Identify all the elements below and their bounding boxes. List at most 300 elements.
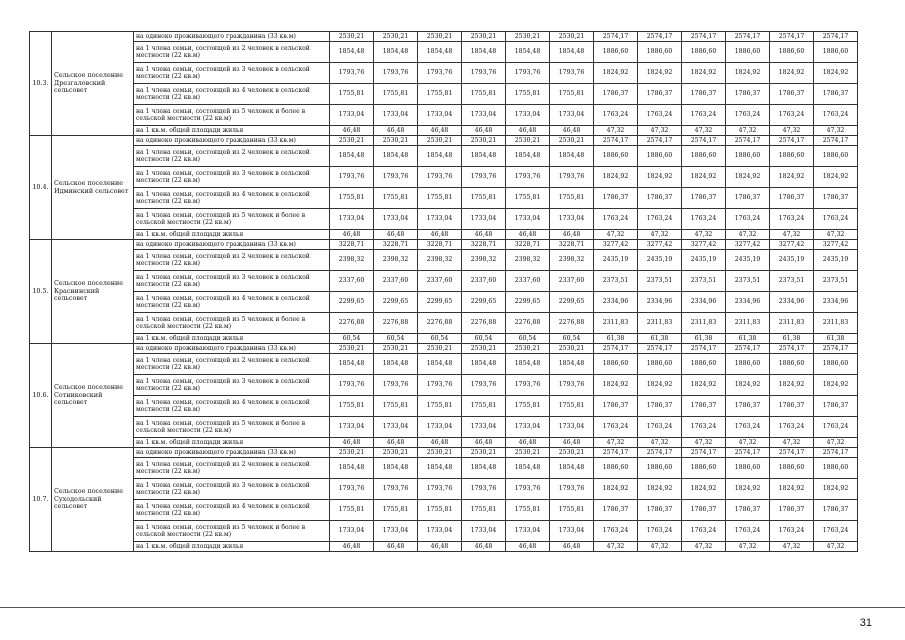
value-cell: 2276,88 [418,313,462,334]
value-cell: 1793,76 [374,63,418,84]
value-cell: 1824,92 [682,63,726,84]
value-cell: 1824,92 [814,479,858,500]
value-cell: 1886,60 [594,458,638,479]
value-cell: 46,48 [550,542,594,552]
value-cell: 46,48 [462,126,506,136]
value-cell: 2574,17 [814,344,858,354]
value-cell: 3277,42 [814,240,858,250]
value-cell: 2311,83 [594,313,638,334]
row-description: на 1 члена семьи, состоящей из 3 человек в сельской местности (22 кв.м) [134,271,330,292]
value-cell: 1824,92 [638,375,682,396]
value-cell: 2435,19 [594,250,638,271]
value-cell: 1755,81 [506,396,550,417]
value-cell: 2574,17 [594,448,638,458]
row-description: на 1 члена семьи, состоящей из 4 человек в сельской местности (22 кв.м) [134,500,330,521]
value-cell: 1755,81 [330,500,374,521]
row-description: на 1 члена семьи, состоящей из 5 человек и более в сельской местности (22 кв.м) [134,417,330,438]
value-cell: 47,32 [682,438,726,448]
value-cell: 1733,04 [374,209,418,230]
value-cell: 1786,37 [726,500,770,521]
value-cell: 46,48 [374,126,418,136]
value-cell: 2530,21 [506,448,550,458]
value-cell: 1854,48 [550,146,594,167]
value-cell: 1854,48 [418,42,462,63]
value-cell: 1793,76 [374,167,418,188]
value-cell: 1886,60 [814,42,858,63]
value-cell: 2574,17 [594,344,638,354]
value-cell: 1763,24 [814,209,858,230]
value-cell: 47,32 [638,438,682,448]
value-cell: 46,48 [418,438,462,448]
value-cell: 1755,81 [550,84,594,105]
value-cell: 46,48 [418,230,462,240]
table-row [30,32,858,42]
value-cell: 46,48 [462,542,506,552]
value-cell: 47,32 [814,230,858,240]
value-cell: 2398,32 [418,250,462,271]
value-cell: 2530,21 [330,136,374,146]
value-cell: 2574,17 [682,448,726,458]
value-cell: 1854,48 [374,458,418,479]
row-description: на 1 члена семьи, состоящей из 2 человек в сельской местности (22 кв.м) [134,354,330,375]
value-cell: 3277,42 [594,240,638,250]
value-cell: 1733,04 [550,417,594,438]
value-cell: 1755,81 [550,500,594,521]
value-cell: 1793,76 [374,375,418,396]
value-cell: 1733,04 [506,105,550,126]
value-cell: 2334,96 [682,292,726,313]
table-row [30,448,858,458]
value-cell: 1793,76 [330,375,374,396]
value-cell: 1824,92 [770,63,814,84]
value-cell: 2574,17 [594,32,638,42]
value-cell: 46,48 [330,230,374,240]
value-cell: 2398,32 [506,250,550,271]
value-cell: 1786,37 [770,500,814,521]
value-cell: 2530,21 [506,344,550,354]
value-cell: 3228,71 [550,240,594,250]
value-cell: 1886,60 [638,146,682,167]
value-cell: 1886,60 [682,354,726,375]
row-description: на одиноко проживающего гражданина (33 кв.м) [134,136,330,146]
value-cell: 1886,60 [726,146,770,167]
value-cell: 1755,81 [330,84,374,105]
value-cell: 1886,60 [814,458,858,479]
row-description: на 1 члена семьи, состоящей из 2 человек в сельской местности (22 кв.м) [134,146,330,167]
value-cell: 47,32 [638,126,682,136]
value-cell: 47,32 [682,230,726,240]
value-cell: 1755,81 [330,188,374,209]
value-cell: 1733,04 [330,105,374,126]
value-cell: 46,48 [418,126,462,136]
value-cell: 1886,60 [770,42,814,63]
row-description: на 1 члена семьи, состоящей из 5 человек и более в сельской местности (22 кв.м) [134,521,330,542]
value-cell: 1755,81 [506,500,550,521]
value-cell: 2530,21 [462,136,506,146]
tariff-table [29,31,858,552]
value-cell: 1886,60 [726,42,770,63]
value-cell: 2530,21 [462,32,506,42]
value-cell: 1854,48 [550,458,594,479]
value-cell: 1733,04 [506,209,550,230]
value-cell: 2334,96 [594,292,638,313]
table-row [30,354,858,375]
value-cell: 2337,60 [506,271,550,292]
table-row [30,500,858,521]
value-cell: 1854,48 [330,354,374,375]
value-cell: 2311,83 [726,313,770,334]
value-cell: 47,32 [726,438,770,448]
value-cell: 3277,42 [682,240,726,250]
value-cell: 1763,24 [726,521,770,542]
table-row [30,292,858,313]
value-cell: 1755,81 [462,84,506,105]
value-cell: 2574,17 [770,448,814,458]
value-cell: 1854,48 [462,354,506,375]
value-cell: 46,48 [374,438,418,448]
table-row [30,438,858,448]
row-description: на 1 члена семьи, состоящей из 5 человек и более в сельской местности (22 кв.м) [134,209,330,230]
value-cell: 46,48 [550,126,594,136]
value-cell: 1733,04 [330,521,374,542]
value-cell: 1886,60 [770,146,814,167]
value-cell: 1886,60 [594,146,638,167]
row-description: на 1 члена семьи, состоящей из 4 человек в сельской местности (22 кв.м) [134,188,330,209]
value-cell: 1793,76 [506,63,550,84]
value-cell: 1763,24 [594,521,638,542]
value-cell: 2334,96 [726,292,770,313]
value-cell: 1786,37 [682,396,726,417]
table-row [30,63,858,84]
value-cell: 1793,76 [330,63,374,84]
value-cell: 1755,81 [418,84,462,105]
value-cell: 1755,81 [374,396,418,417]
value-cell: 2334,96 [638,292,682,313]
value-cell: 3277,42 [638,240,682,250]
value-cell: 2530,21 [506,136,550,146]
value-cell: 1733,04 [462,105,506,126]
value-cell: 1824,92 [638,63,682,84]
value-cell: 60,54 [506,334,550,344]
row-description: на 1 кв.м. общей площади жилья [134,542,330,552]
value-cell: 1793,76 [550,63,594,84]
value-cell: 47,32 [726,126,770,136]
value-cell: 2299,65 [374,292,418,313]
value-cell: 1763,24 [682,521,726,542]
value-cell: 1824,92 [770,375,814,396]
value-cell: 2574,17 [726,136,770,146]
value-cell: 3228,71 [506,240,550,250]
value-cell: 1854,48 [550,42,594,63]
value-cell: 47,32 [638,230,682,240]
value-cell: 46,48 [506,438,550,448]
value-cell: 2530,21 [418,136,462,146]
value-cell: 1793,76 [418,375,462,396]
value-cell: 2574,17 [682,32,726,42]
value-cell: 2574,17 [638,344,682,354]
value-cell: 2530,21 [374,32,418,42]
table-row [30,334,858,344]
value-cell: 2574,17 [682,136,726,146]
row-description: на 1 члена семьи, состоящей из 4 человек в сельской местности (22 кв.м) [134,292,330,313]
value-cell: 1793,76 [462,167,506,188]
value-cell: 1786,37 [814,84,858,105]
value-cell: 1824,92 [770,479,814,500]
value-cell: 1763,24 [726,105,770,126]
value-cell: 1786,37 [726,188,770,209]
value-cell: 1733,04 [550,209,594,230]
table-row [30,167,858,188]
value-cell: 1763,24 [682,209,726,230]
table-row [30,250,858,271]
value-cell: 2530,21 [550,344,594,354]
value-cell: 1763,24 [594,105,638,126]
value-cell: 2435,19 [814,250,858,271]
row-description: на 1 кв.м. общей площади жилья [134,230,330,240]
value-cell: 1755,81 [506,188,550,209]
value-cell: 1824,92 [682,375,726,396]
value-cell: 2276,88 [506,313,550,334]
value-cell: 46,48 [506,542,550,552]
value-cell: 2530,21 [550,136,594,146]
value-cell: 1824,92 [594,479,638,500]
value-cell: 2334,96 [814,292,858,313]
value-cell: 1793,76 [418,479,462,500]
table-row [30,417,858,438]
value-cell: 2337,60 [418,271,462,292]
value-cell: 1886,60 [638,42,682,63]
value-cell: 1786,37 [814,500,858,521]
value-cell: 46,48 [374,230,418,240]
value-cell: 1786,37 [638,396,682,417]
table-row [30,240,858,250]
value-cell: 1886,60 [814,354,858,375]
value-cell: 46,48 [462,438,506,448]
value-cell: 2574,17 [770,32,814,42]
value-cell: 2276,88 [462,313,506,334]
value-cell: 46,48 [506,230,550,240]
value-cell: 3228,71 [462,240,506,250]
value-cell: 1755,81 [550,188,594,209]
value-cell: 1755,81 [462,396,506,417]
value-cell: 47,32 [814,126,858,136]
value-cell: 1824,92 [726,375,770,396]
value-cell: 1793,76 [462,63,506,84]
value-cell: 2373,51 [726,271,770,292]
value-cell: 2574,17 [770,344,814,354]
table-row [30,542,858,552]
value-cell: 46,48 [550,230,594,240]
value-cell: 1824,92 [682,479,726,500]
value-cell: 46,48 [330,438,374,448]
value-cell: 2530,21 [330,32,374,42]
value-cell: 1854,48 [462,458,506,479]
value-cell: 1755,81 [330,396,374,417]
footer-divider [0,607,905,608]
value-cell: 1793,76 [550,167,594,188]
value-cell: 1824,92 [814,63,858,84]
value-cell: 1763,24 [770,417,814,438]
value-cell: 1763,24 [726,209,770,230]
row-description: на одиноко проживающего гражданина (33 кв.м) [134,32,330,42]
value-cell: 1854,48 [418,354,462,375]
value-cell: 2530,21 [418,32,462,42]
value-cell: 2337,60 [462,271,506,292]
value-cell: 2574,17 [814,32,858,42]
settlement-name: Сельское поселение Краснинский сельсовет [52,240,134,344]
value-cell: 1786,37 [770,396,814,417]
settlement-name: Сельское поселение Сотниковский сельсовет [52,344,134,448]
table-row [30,479,858,500]
value-cell: 1886,60 [682,146,726,167]
value-cell: 1854,48 [462,146,506,167]
value-cell: 2311,83 [638,313,682,334]
value-cell: 2311,83 [682,313,726,334]
value-cell: 2574,17 [726,32,770,42]
value-cell: 1793,76 [330,479,374,500]
value-cell: 47,32 [726,542,770,552]
value-cell: 1755,81 [374,500,418,521]
value-cell: 1733,04 [330,209,374,230]
value-cell: 1793,76 [462,375,506,396]
value-cell: 1733,04 [506,417,550,438]
value-cell: 1755,81 [374,188,418,209]
value-cell: 1763,24 [814,417,858,438]
value-cell: 61,38 [682,334,726,344]
value-cell: 2299,65 [462,292,506,313]
table-row [30,344,858,354]
row-description: на 1 члена семьи, состоящей из 4 человек в сельской местности (22 кв.м) [134,84,330,105]
value-cell: 1786,37 [814,188,858,209]
value-cell: 61,38 [594,334,638,344]
value-cell: 2276,88 [374,313,418,334]
value-cell: 1763,24 [638,417,682,438]
value-cell: 1733,04 [462,521,506,542]
table-row [30,209,858,230]
value-cell: 47,32 [814,542,858,552]
table-row [30,84,858,105]
value-cell: 47,32 [814,438,858,448]
row-description: на 1 кв.м. общей площади жилья [134,438,330,448]
value-cell: 61,38 [638,334,682,344]
value-cell: 3228,71 [374,240,418,250]
value-cell: 2311,83 [770,313,814,334]
value-cell: 46,48 [374,542,418,552]
value-cell: 1733,04 [374,521,418,542]
value-cell: 2574,17 [638,32,682,42]
settlement-name: Сельское поселение Суходольский сельсовет [52,448,134,552]
value-cell: 1854,48 [374,42,418,63]
value-cell: 1886,60 [594,42,638,63]
table-body [30,32,858,552]
value-cell: 61,38 [770,334,814,344]
value-cell: 1824,92 [726,479,770,500]
value-cell: 1793,76 [506,167,550,188]
table-row [30,375,858,396]
value-cell: 1886,60 [682,42,726,63]
value-cell: 2299,65 [330,292,374,313]
value-cell: 1733,04 [418,105,462,126]
value-cell: 47,32 [770,542,814,552]
value-cell: 2299,65 [506,292,550,313]
value-cell: 1755,81 [506,84,550,105]
row-description: на одиноко проживающего гражданина (33 кв.м) [134,448,330,458]
table-row [30,396,858,417]
row-description: на 1 члена семьи, состоящей из 3 человек в сельской местности (22 кв.м) [134,479,330,500]
value-cell: 2373,51 [638,271,682,292]
value-cell: 47,32 [594,230,638,240]
value-cell: 1793,76 [550,375,594,396]
table-row [30,105,858,126]
value-cell: 47,32 [594,542,638,552]
value-cell: 2398,32 [330,250,374,271]
row-description: на 1 члена семьи, состоящей из 3 человек в сельской местности (22 кв.м) [134,167,330,188]
value-cell: 2530,21 [550,448,594,458]
value-cell: 1786,37 [726,84,770,105]
value-cell: 1793,76 [550,479,594,500]
value-cell: 60,54 [330,334,374,344]
value-cell: 3228,71 [418,240,462,250]
row-description: на 1 члена семьи, состоящей из 3 человек в сельской местности (22 кв.м) [134,63,330,84]
value-cell: 1733,04 [418,417,462,438]
row-description: на 1 члена семьи, состоящей из 5 человек и более в сельской местности (22 кв.м) [134,105,330,126]
value-cell: 2398,32 [374,250,418,271]
table-row [30,188,858,209]
value-cell: 1763,24 [814,521,858,542]
value-cell: 1886,60 [682,458,726,479]
value-cell: 1755,81 [418,500,462,521]
value-cell: 1763,24 [726,417,770,438]
value-cell: 1824,92 [814,375,858,396]
value-cell: 2530,21 [330,448,374,458]
value-cell: 2530,21 [462,344,506,354]
value-cell: 1786,37 [594,500,638,521]
value-cell: 2574,17 [726,448,770,458]
value-cell: 1854,48 [374,146,418,167]
value-cell: 1854,48 [330,42,374,63]
value-cell: 1886,60 [594,354,638,375]
table-row [30,271,858,292]
value-cell: 1793,76 [506,375,550,396]
value-cell: 1763,24 [594,209,638,230]
value-cell: 1733,04 [418,209,462,230]
value-cell: 1733,04 [462,209,506,230]
value-cell: 1763,24 [638,521,682,542]
value-cell: 1733,04 [418,521,462,542]
table-row [30,313,858,334]
value-cell: 1886,60 [770,354,814,375]
value-cell: 1755,81 [374,84,418,105]
group-index: 10.4. [30,136,52,240]
table-row [30,230,858,240]
value-cell: 46,48 [462,230,506,240]
value-cell: 2311,83 [814,313,858,334]
value-cell: 1854,48 [506,354,550,375]
value-cell: 1763,24 [594,417,638,438]
value-cell: 1733,04 [462,417,506,438]
value-cell: 1854,48 [506,458,550,479]
value-cell: 1763,24 [638,105,682,126]
row-description: на 1 члена семьи, состоящей из 4 человек в сельской местности (22 кв.м) [134,396,330,417]
value-cell: 2299,65 [418,292,462,313]
value-cell: 47,32 [682,126,726,136]
value-cell: 47,32 [770,126,814,136]
group-index: 10.3. [30,32,52,136]
value-cell: 46,48 [330,542,374,552]
value-cell: 2398,32 [462,250,506,271]
value-cell: 1763,24 [770,521,814,542]
value-cell: 46,48 [418,542,462,552]
